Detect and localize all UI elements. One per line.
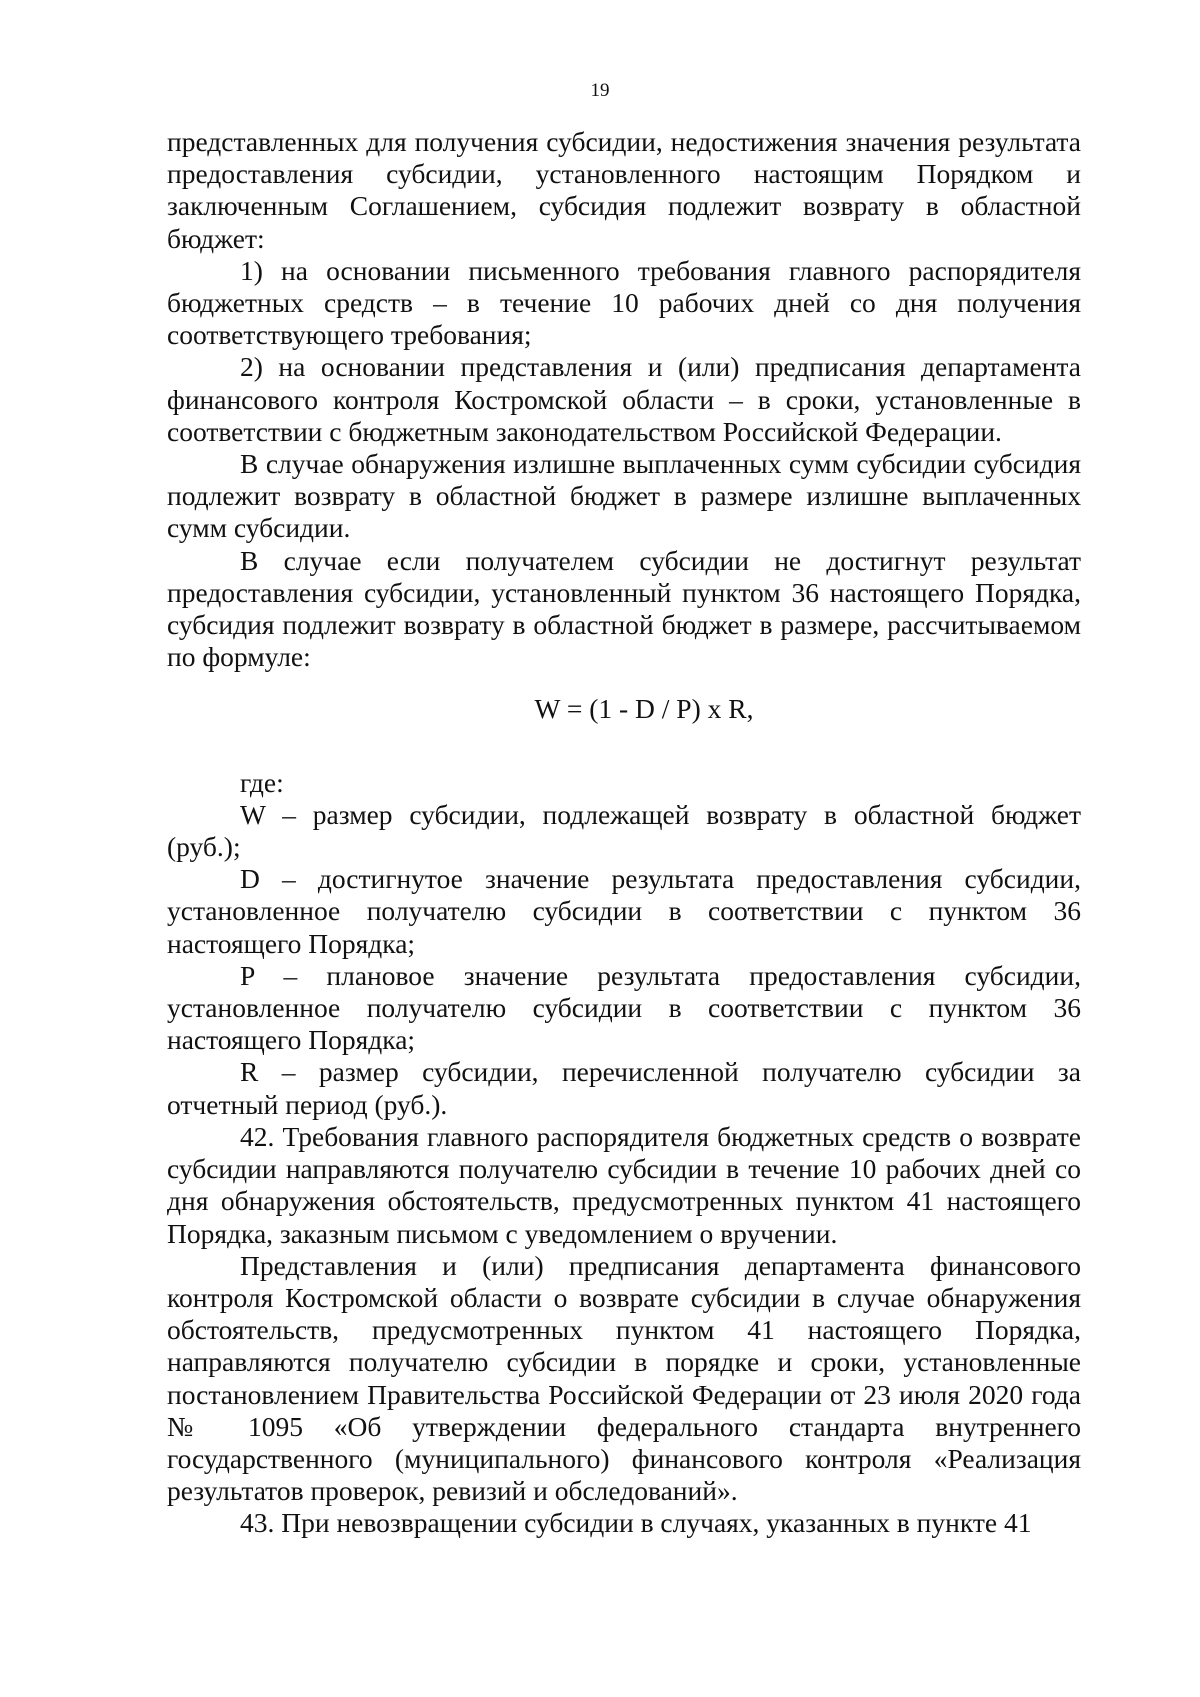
document-body bbox=[167, 126, 1081, 1540]
definition-p: P – плановое значение результата предоставления субсидии, установленное получателю субсидии в соответствии с пунктом 36 настоящего Порядка; bbox=[167, 959, 1081, 1056]
page-number: 19 bbox=[590, 80, 610, 101]
definition-w: W – размер субсидии, подлежащей возврату в областной бюджет (руб.); bbox=[167, 798, 1081, 863]
clause-43: 43. При невозвращении субсидии в случаях, указанных в пункте 41 bbox=[240, 1507, 1032, 1539]
refund-formula: W = (1 - D / P) x R, bbox=[534, 693, 754, 725]
paragraph-inspection-orders: Представления и (или) предписания департамента финансового контроля Костромской области о возврате субсидии в случае обнаружения обстоятельств, предусмотренных пунктом 41 настоящего Порядка, направляются получателю субсидии в порядке и сроки, установленные постановлением Правительства Российской Федерации от 23 июля 2020 года № 1095 «Об утверждении федерального стандарта внутреннего государственного (муниципального) финансового контроля «Реализация результатов проверок, ревизий и обследований». bbox=[167, 1249, 1081, 1507]
list-item-2: 2) на основании представления и (или) предписания департамента финансового контроля Костромской области – в сроки, установленные в соответствии с бюджетным законодательством Российской Федерации. bbox=[167, 351, 1081, 447]
list-item-1: 1) на основании письменного требования главного распорядителя бюджетных средств – в течение 10 рабочих дней со дня получения соответствующего требования; bbox=[167, 254, 1081, 351]
paragraph-result-not-achieved: В случае если получателем субсидии не достигнут результат предоставления субсидии, установленный пунктом 36 настоящего Порядка, субсидия подлежит возврату в областной бюджет в размере, рассчитываемом по формуле: bbox=[167, 544, 1081, 673]
definition-d: D – достигнутое значение результата предоставления субсидии, установленное получателю субсидии в соответствии с пунктом 36 настоящего Порядка; bbox=[167, 863, 1081, 959]
definitions-intro: где: bbox=[240, 766, 284, 798]
paragraph-overpayment: В случае обнаружения излишне выплаченных сумм субсидии субсидия подлежит возврату в областной бюджет в размере излишне выплаченных сумм субсидии. bbox=[167, 448, 1081, 544]
definition-r: R – размер субсидии, перечисленной получателю субсидии за отчетный период (руб.). bbox=[167, 1056, 1081, 1120]
clause-42: 42. Требования главного распорядителя бюджетных средств о возврате субсидии направляются получателю субсидии в течение 10 рабочих дней со дня обнаружения обстоятельств, предусмотренных пунктом 41 настоящего Порядка, заказным письмом с уведомлением о вручении. bbox=[167, 1120, 1081, 1249]
paragraph-continuation: представленных для получения субсидии, недостижения значения результата предоставления субсидии, установленного настоящим Порядком и заключенным Соглашением, субсидия подлежит возврату в областной бюджет: bbox=[167, 126, 1081, 254]
